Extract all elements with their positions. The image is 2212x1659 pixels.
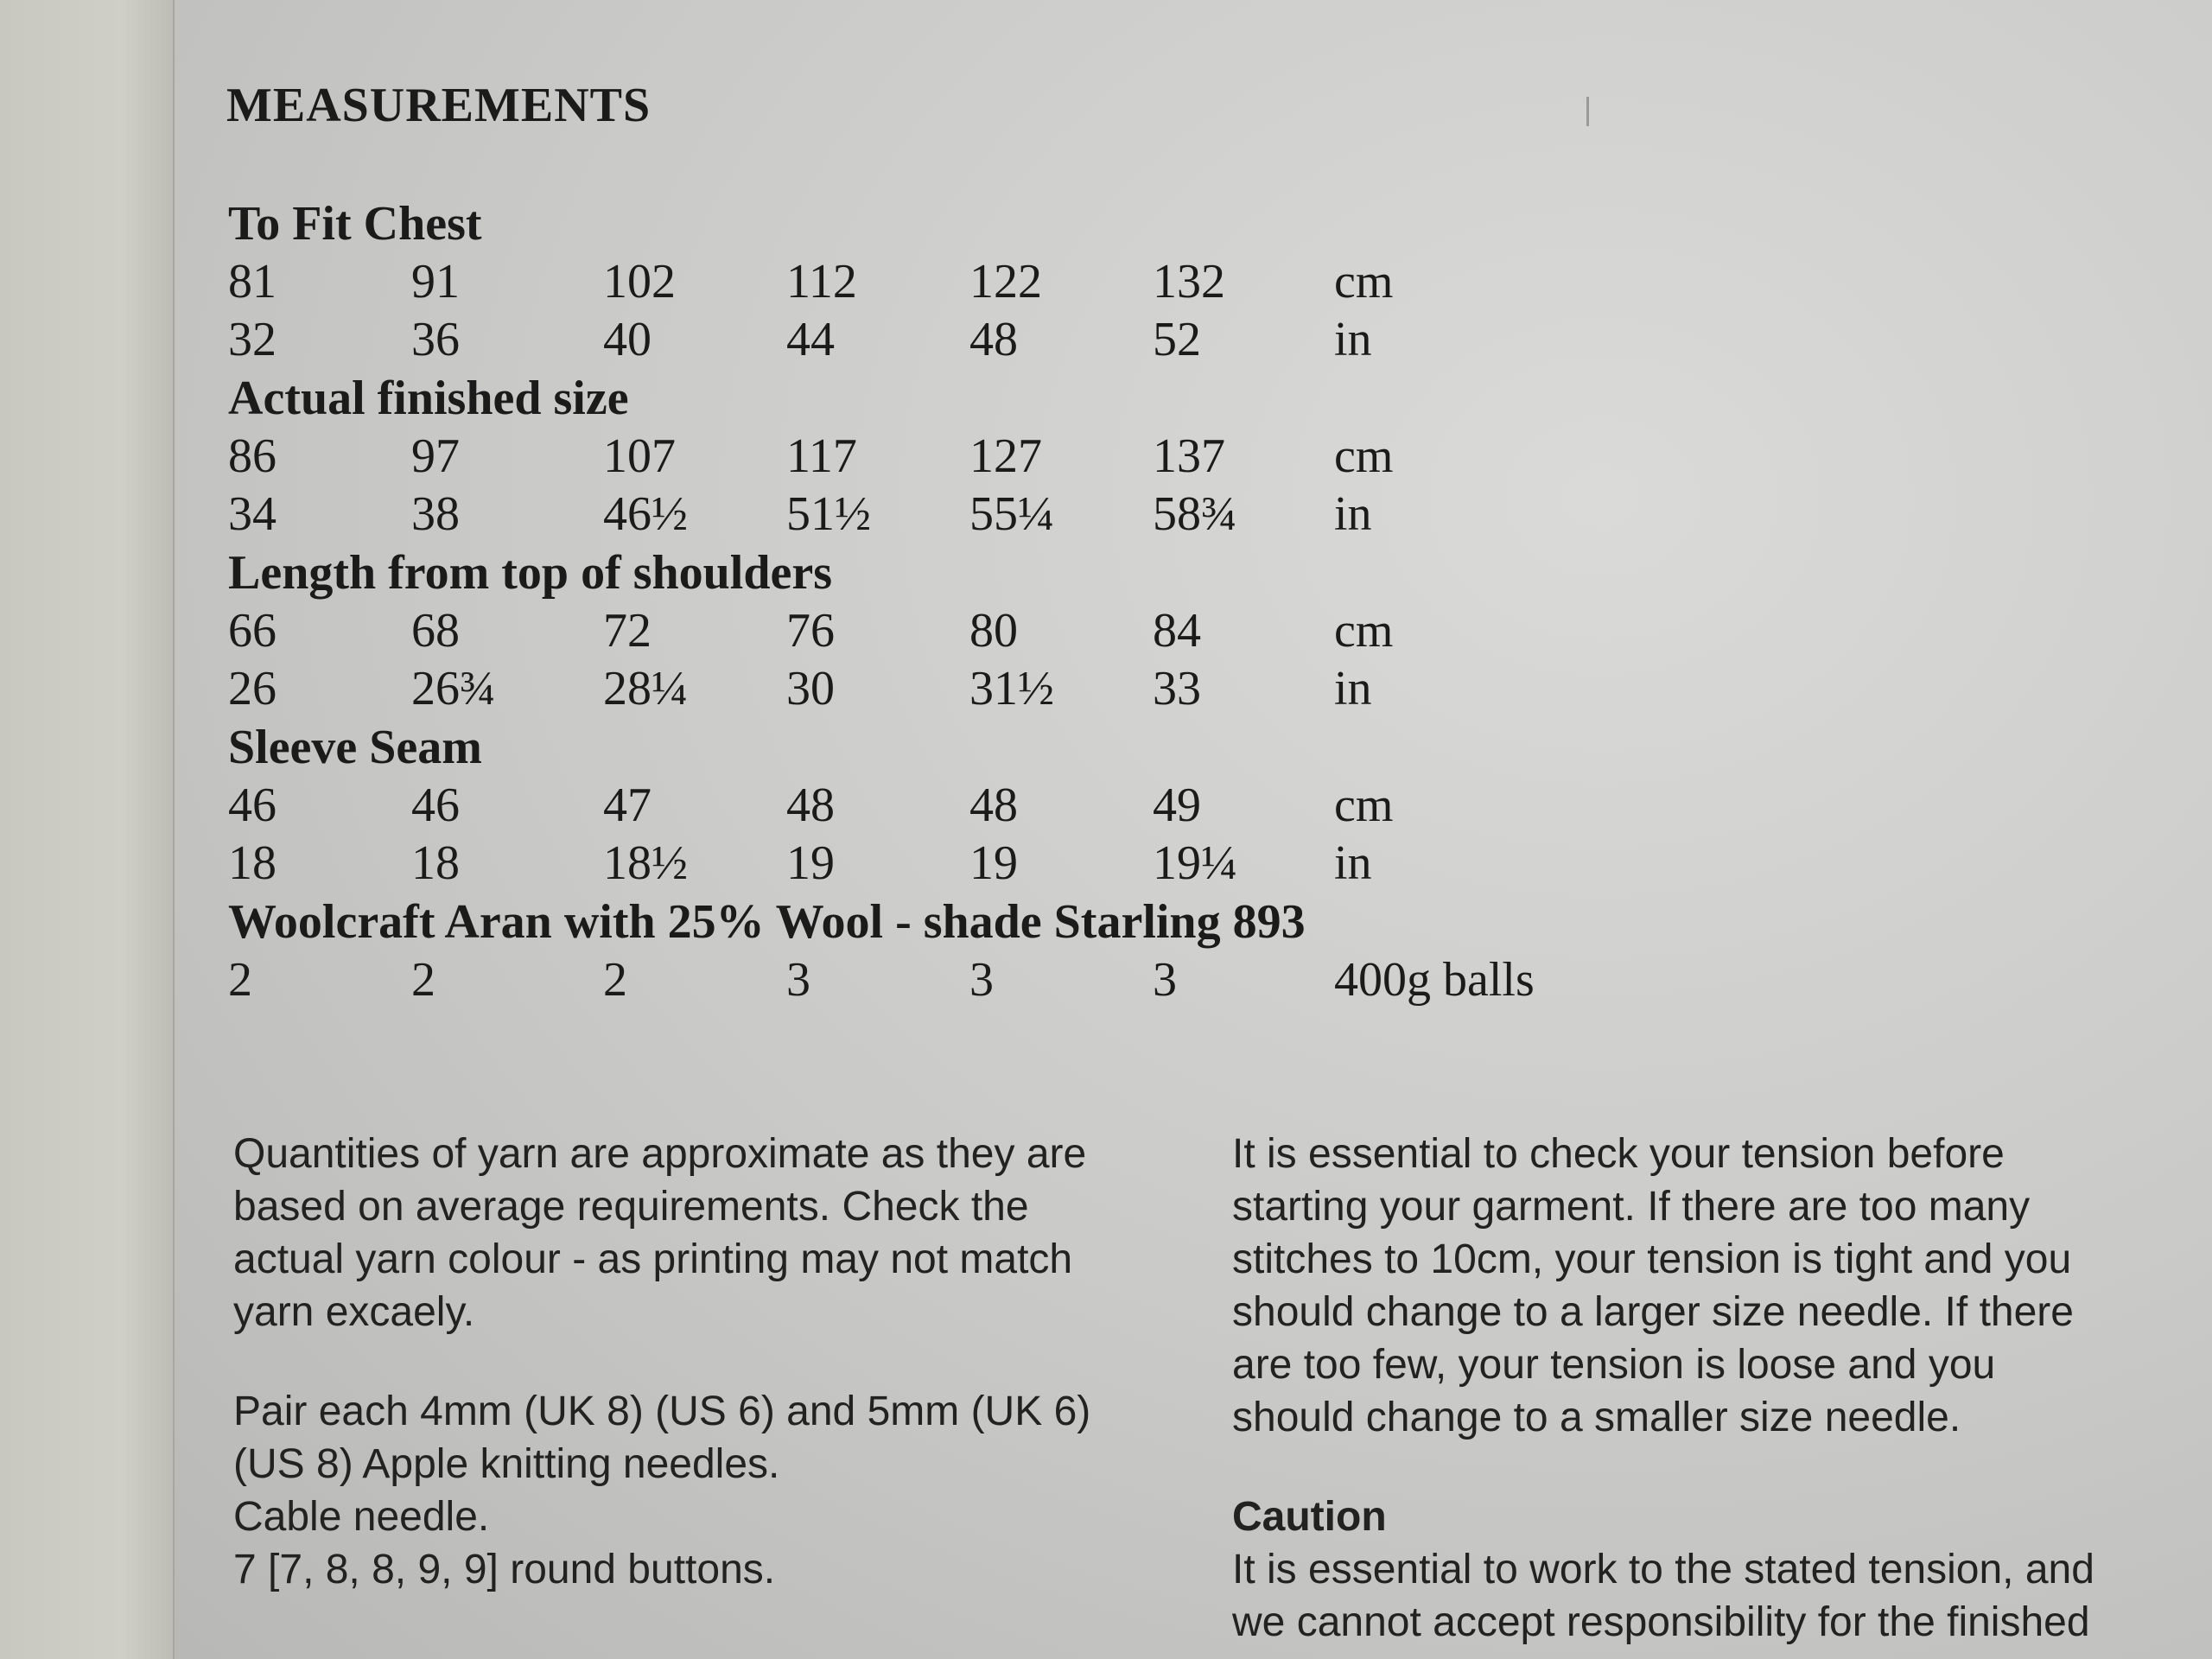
size-value: 2 bbox=[411, 953, 435, 1007]
table-row bbox=[228, 486, 1611, 543]
section-title-actual-size: Actual finished size bbox=[228, 372, 629, 425]
size-value: 81 bbox=[228, 255, 276, 308]
table-row bbox=[228, 951, 1611, 1009]
unit-label: in bbox=[1334, 662, 1372, 715]
notes-right-column bbox=[1232, 1128, 2209, 1649]
size-value: 91 bbox=[411, 255, 460, 308]
print-mark bbox=[1586, 97, 1589, 126]
table-row bbox=[228, 777, 1611, 835]
text-line: 7 [7, 8, 8, 9, 9] round buttons. bbox=[233, 1547, 776, 1592]
unit-label: cm bbox=[1334, 255, 1394, 308]
unit-label: in bbox=[1334, 836, 1372, 890]
size-value: 26 bbox=[228, 662, 276, 715]
table-row bbox=[228, 660, 1611, 718]
table-row bbox=[228, 602, 1611, 660]
size-value: 18½ bbox=[603, 836, 688, 890]
size-value: 122 bbox=[969, 255, 1042, 308]
size-value: 49 bbox=[1153, 779, 1201, 832]
size-value: 34 bbox=[228, 487, 276, 541]
size-value: 36 bbox=[411, 313, 460, 366]
size-value: 19 bbox=[786, 836, 835, 890]
size-value: 102 bbox=[603, 255, 676, 308]
size-value: 58¾ bbox=[1153, 487, 1237, 541]
size-value: 48 bbox=[786, 779, 835, 832]
size-value: 51½ bbox=[786, 487, 871, 541]
unit-label: cm bbox=[1334, 429, 1394, 483]
text-line: It is essential to work to the stated tension, and bbox=[1232, 1547, 2094, 1592]
text-line: yarn excaely. bbox=[233, 1289, 475, 1335]
size-value: 19 bbox=[969, 836, 1018, 890]
table-row bbox=[228, 835, 1611, 893]
size-value: 80 bbox=[969, 604, 1018, 658]
text-line: actual yarn colour - as printing may not match bbox=[233, 1236, 1073, 1282]
size-value: 18 bbox=[411, 836, 460, 890]
section-title-length: Length from top of shoulders bbox=[228, 546, 833, 600]
size-value: 33 bbox=[1153, 662, 1201, 715]
size-value: 18 bbox=[228, 836, 276, 890]
size-value: 76 bbox=[786, 604, 835, 658]
text-line: we cannot accept responsibility for the finished bbox=[1232, 1599, 2090, 1645]
size-value: 46 bbox=[228, 779, 276, 832]
section-title-chest: To Fit Chest bbox=[228, 197, 482, 251]
size-value: 2 bbox=[228, 953, 252, 1007]
size-value: 40 bbox=[603, 313, 652, 366]
text-line: starting your garment. If there are too many bbox=[1232, 1184, 2031, 1230]
unit-label: 400g balls bbox=[1334, 953, 1535, 1007]
size-value: 55¼ bbox=[969, 487, 1054, 541]
unit-label: cm bbox=[1334, 779, 1394, 832]
size-value: 31½ bbox=[969, 662, 1054, 715]
size-value: 86 bbox=[228, 429, 276, 483]
size-value: 3 bbox=[786, 953, 810, 1007]
table-row bbox=[228, 428, 1611, 486]
yarn-quantity-note bbox=[233, 1128, 1210, 1338]
text-line: are too few, your tension is loose and you bbox=[1232, 1342, 1996, 1388]
section-title-yarn: Woolcraft Aran with 25% Wool - shade Starling 893 bbox=[228, 895, 1306, 949]
text-line: Pair each 4mm (UK 8) (US 6) and 5mm (UK 6) bbox=[233, 1389, 1091, 1434]
needles-note bbox=[233, 1385, 1210, 1596]
size-value: 48 bbox=[969, 779, 1018, 832]
size-value: 97 bbox=[411, 429, 460, 483]
size-value: 46½ bbox=[603, 487, 688, 541]
size-value: 137 bbox=[1153, 429, 1225, 483]
size-value: 132 bbox=[1153, 255, 1225, 308]
size-value: 117 bbox=[786, 429, 857, 483]
section-title-sleeve-seam: Sleeve Seam bbox=[228, 721, 482, 774]
text-line: should change to a smaller size needle. bbox=[1232, 1395, 1961, 1440]
text-line: It is essential to check your tension before bbox=[1232, 1131, 2005, 1177]
size-value: 44 bbox=[786, 313, 835, 366]
text-line: stitches to 10cm, your tension is tight and you bbox=[1232, 1236, 2072, 1282]
caution-heading: Caution bbox=[1232, 1494, 1387, 1540]
size-value: 127 bbox=[969, 429, 1042, 483]
size-value: 112 bbox=[786, 255, 857, 308]
table-row bbox=[228, 311, 1611, 369]
size-value: 48 bbox=[969, 313, 1018, 366]
tension-note bbox=[1232, 1128, 2209, 1444]
size-value: 47 bbox=[603, 779, 652, 832]
size-value: 52 bbox=[1153, 313, 1201, 366]
size-value: 26¾ bbox=[411, 662, 496, 715]
measurements-table bbox=[228, 194, 1611, 1009]
size-value: 38 bbox=[411, 487, 460, 541]
caution-note bbox=[1232, 1543, 2209, 1649]
size-value: 66 bbox=[228, 604, 276, 658]
size-value: 46 bbox=[411, 779, 460, 832]
table-row bbox=[228, 253, 1611, 311]
page-heading: MEASUREMENTS bbox=[226, 79, 652, 132]
unit-label: in bbox=[1334, 487, 1372, 541]
text-line: (US 8) Apple knitting needles. bbox=[233, 1441, 780, 1487]
text-line: Cable needle. bbox=[233, 1494, 490, 1540]
unit-label: cm bbox=[1334, 604, 1394, 658]
size-value: 3 bbox=[1153, 953, 1177, 1007]
text-line: should change to a larger size needle. If there bbox=[1232, 1289, 2074, 1335]
notes-left-column bbox=[233, 1128, 1210, 1596]
size-value: 32 bbox=[228, 313, 276, 366]
size-value: 3 bbox=[969, 953, 994, 1007]
size-value: 2 bbox=[603, 953, 627, 1007]
text-line: based on average requirements. Check the bbox=[233, 1184, 1029, 1230]
size-value: 72 bbox=[603, 604, 652, 658]
size-value: 28¼ bbox=[603, 662, 688, 715]
size-value: 30 bbox=[786, 662, 835, 715]
size-value: 19¼ bbox=[1153, 836, 1237, 890]
page-left-margin bbox=[0, 0, 173, 1659]
size-value: 107 bbox=[603, 429, 676, 483]
size-value: 68 bbox=[411, 604, 460, 658]
text-line: Quantities of yarn are approximate as they are bbox=[233, 1131, 1087, 1177]
size-value: 84 bbox=[1153, 604, 1201, 658]
unit-label: in bbox=[1334, 313, 1372, 366]
